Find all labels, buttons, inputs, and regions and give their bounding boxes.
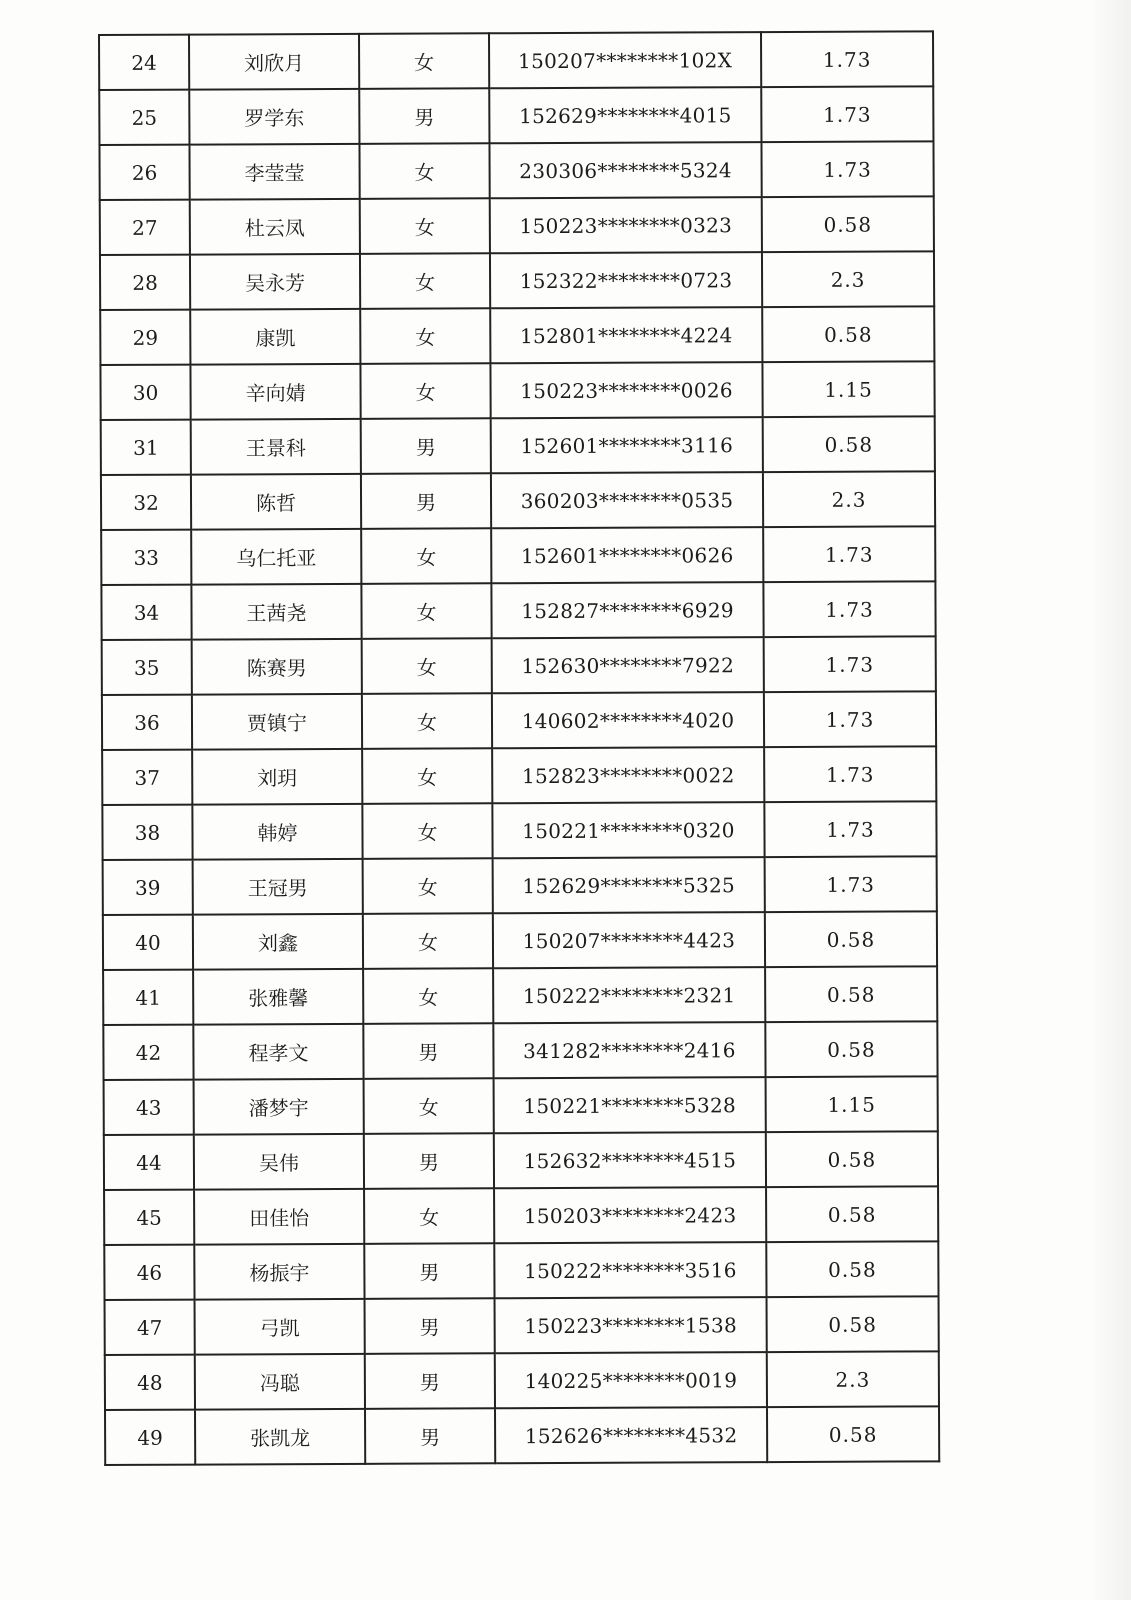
person-name: 辛向婧: [190, 364, 360, 420]
id-number: 152601********0626: [491, 527, 763, 583]
gender-cell: 女: [362, 748, 492, 804]
amount-value: 2.3: [767, 1351, 939, 1407]
row-number: 26: [99, 145, 189, 200]
id-number: 150223********0026: [490, 362, 762, 418]
row-number: 32: [101, 475, 191, 530]
id-number: 150221********5328: [494, 1077, 766, 1133]
gender-cell: 女: [360, 363, 490, 419]
id-number: 150222********2321: [493, 967, 765, 1023]
gender-cell: 男: [365, 1353, 495, 1409]
person-name: 陈哲: [191, 474, 361, 530]
table-row: [100, 251, 934, 310]
id-number: 360203********0535: [491, 472, 763, 528]
person-name: 田佳怡: [194, 1189, 364, 1245]
row-number: 39: [103, 860, 193, 915]
person-name: 杨振宇: [194, 1244, 364, 1300]
id-number: 152601********3116: [491, 417, 763, 473]
person-name: 潘梦宇: [194, 1079, 364, 1135]
gender-cell: 女: [363, 968, 493, 1024]
amount-value: 2.3: [763, 471, 935, 527]
person-name: 张雅馨: [193, 969, 363, 1025]
person-name: 刘鑫: [193, 914, 363, 970]
row-number: 42: [103, 1025, 193, 1080]
row-number: 36: [102, 695, 192, 750]
amount-value: 1.15: [762, 361, 934, 417]
id-number: 150207********102X: [489, 32, 761, 88]
amount-value: 1.73: [761, 86, 933, 142]
amount-value: 0.58: [765, 966, 937, 1022]
amount-value: 1.73: [764, 691, 936, 747]
person-name: 程孝文: [193, 1024, 363, 1080]
row-number: 35: [102, 640, 192, 695]
id-number: 150203********2423: [494, 1187, 766, 1243]
table-row: [101, 526, 935, 585]
id-number: 152629********5325: [493, 857, 765, 913]
id-number: 150223********1538: [495, 1297, 767, 1353]
table-row: [103, 966, 937, 1025]
table-row: [99, 31, 933, 90]
row-number: 41: [103, 970, 193, 1025]
row-number: 28: [100, 255, 190, 310]
person-name: 王冠男: [193, 859, 363, 915]
row-number: 38: [102, 805, 192, 860]
row-number: 29: [100, 310, 190, 365]
person-name: 刘玥: [192, 749, 362, 805]
table-row: [102, 691, 936, 750]
amount-value: 0.58: [762, 196, 934, 252]
amount-value: 0.58: [767, 1406, 939, 1462]
person-name: 韩婷: [192, 804, 362, 860]
amount-value: 0.58: [763, 416, 935, 472]
row-number: 46: [104, 1245, 194, 1300]
gender-cell: 男: [365, 1298, 495, 1354]
row-number: 30: [100, 365, 190, 420]
id-number: 152801********4224: [490, 307, 762, 363]
amount-value: 1.73: [761, 31, 933, 87]
id-number: 140602********4020: [492, 692, 764, 748]
table-row: [102, 801, 936, 860]
table-row: [102, 636, 936, 695]
gender-cell: 女: [360, 198, 490, 254]
id-number: 152630********7922: [492, 637, 764, 693]
id-number: 150221********0320: [492, 802, 764, 858]
person-name: 弓凯: [195, 1299, 365, 1355]
person-name: 张凯龙: [195, 1409, 365, 1465]
row-number: 33: [101, 530, 191, 585]
row-number: 25: [99, 90, 189, 145]
gender-cell: 女: [359, 33, 489, 89]
row-number: 31: [101, 420, 191, 475]
row-number: 44: [104, 1135, 194, 1190]
amount-value: 0.58: [766, 1186, 938, 1242]
person-name: 吴伟: [194, 1134, 364, 1190]
gender-cell: 女: [364, 1188, 494, 1244]
table-row: [101, 471, 935, 530]
person-name: 罗学东: [189, 89, 359, 145]
id-number: 341282********2416: [493, 1022, 765, 1078]
gender-cell: 男: [365, 1408, 495, 1464]
row-number: 40: [103, 915, 193, 970]
table-row: [103, 1021, 937, 1080]
amount-value: 1.73: [761, 141, 933, 197]
id-number: 152827********6929: [491, 582, 763, 638]
id-number: 150223********0323: [490, 197, 762, 253]
table-row: [100, 361, 934, 420]
table-row: [100, 196, 934, 255]
person-name: 吴永芳: [190, 254, 360, 310]
amount-value: 1.73: [763, 526, 935, 582]
gender-cell: 女: [361, 528, 491, 584]
person-name: 贾镇宁: [192, 694, 362, 750]
id-number: 152322********0723: [490, 252, 762, 308]
table-row: [99, 141, 933, 200]
amount-value: 1.15: [766, 1076, 938, 1132]
roster-table: [98, 30, 940, 1466]
gender-cell: 男: [363, 1023, 493, 1079]
amount-value: 2.3: [762, 251, 934, 307]
person-name: 冯聪: [195, 1354, 365, 1410]
gender-cell: 女: [362, 638, 492, 694]
id-number: 152823********0022: [492, 747, 764, 803]
gender-cell: 女: [362, 803, 492, 859]
row-number: 43: [104, 1080, 194, 1135]
row-number: 49: [105, 1410, 195, 1465]
person-name: 刘欣月: [189, 34, 359, 90]
amount-value: 0.58: [766, 1131, 938, 1187]
table-row: [104, 1186, 938, 1245]
gender-cell: 男: [364, 1133, 494, 1189]
table-row: [99, 86, 933, 145]
person-name: 王茜尧: [191, 584, 361, 640]
row-number: 47: [105, 1300, 195, 1355]
table-row: [101, 416, 935, 475]
gender-cell: 女: [364, 1078, 494, 1134]
table-row: [104, 1241, 938, 1300]
scan-edge-shadow: [1095, 0, 1131, 1600]
table-row: [103, 856, 937, 915]
table-row: [105, 1406, 939, 1465]
gender-cell: 男: [361, 473, 491, 529]
gender-cell: 女: [361, 583, 491, 639]
gender-cell: 男: [361, 418, 491, 474]
person-name: 康凯: [190, 309, 360, 365]
amount-value: 0.58: [765, 1021, 937, 1077]
table-row: [104, 1076, 938, 1135]
person-name: 陈赛男: [192, 639, 362, 695]
gender-cell: 女: [360, 308, 490, 364]
gender-cell: 女: [359, 143, 489, 199]
person-name: 王景科: [191, 419, 361, 475]
id-number: 152632********4515: [494, 1132, 766, 1188]
id-number: 140225********0019: [495, 1352, 767, 1408]
gender-cell: 男: [364, 1243, 494, 1299]
id-number: 150222********3516: [494, 1242, 766, 1298]
amount-value: 1.73: [764, 636, 936, 692]
amount-value: 1.73: [765, 856, 937, 912]
row-number: 48: [105, 1355, 195, 1410]
table-row: [105, 1296, 939, 1355]
person-name: 乌仁托亚: [191, 529, 361, 585]
table-row: [104, 1131, 938, 1190]
roster-body: [99, 31, 939, 1465]
row-number: 27: [100, 200, 190, 255]
id-number: 150207********4423: [493, 912, 765, 968]
amount-value: 1.73: [764, 746, 936, 802]
amount-value: 0.58: [762, 306, 934, 362]
row-number: 45: [104, 1190, 194, 1245]
amount-value: 1.73: [764, 801, 936, 857]
gender-cell: 女: [362, 693, 492, 749]
amount-value: 0.58: [766, 1241, 938, 1297]
amount-value: 1.73: [763, 581, 935, 637]
row-number: 24: [99, 35, 189, 90]
id-number: 152629********4015: [489, 87, 761, 143]
table-row: [105, 1351, 939, 1410]
person-name: 杜云凤: [190, 199, 360, 255]
amount-value: 0.58: [765, 911, 937, 967]
gender-cell: 女: [363, 858, 493, 914]
amount-value: 0.58: [767, 1296, 939, 1352]
gender-cell: 男: [359, 88, 489, 144]
row-number: 37: [102, 750, 192, 805]
id-number: 230306********5324: [489, 142, 761, 198]
id-number: 152626********4532: [495, 1407, 767, 1463]
person-name: 李莹莹: [189, 144, 359, 200]
table-row: [100, 306, 934, 365]
gender-cell: 女: [360, 253, 490, 309]
gender-cell: 女: [363, 913, 493, 969]
table-row: [102, 746, 936, 805]
table-row: [101, 581, 935, 640]
row-number: 34: [101, 585, 191, 640]
table-row: [103, 911, 937, 970]
